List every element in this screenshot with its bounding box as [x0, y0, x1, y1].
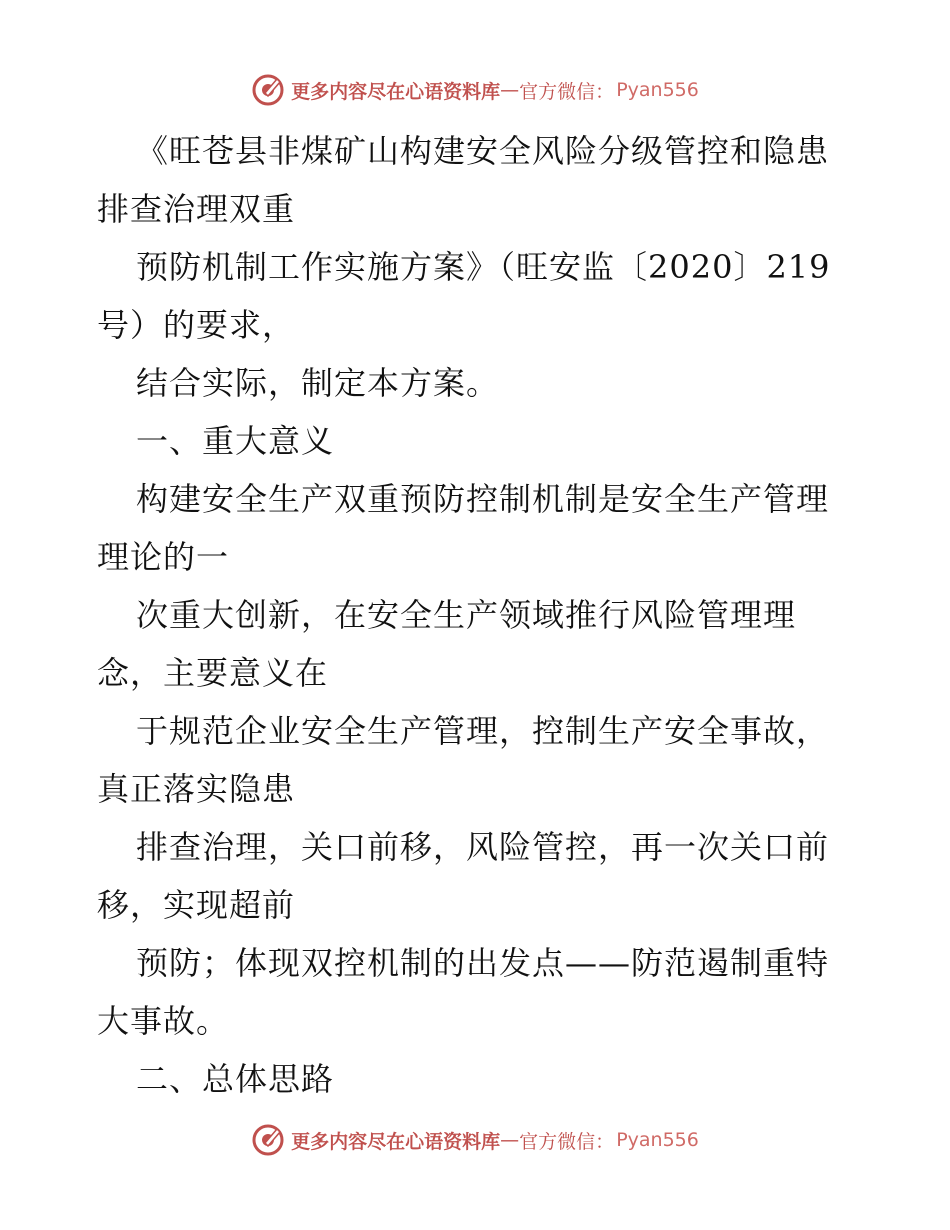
- watermark-wechat-id: Pyan556: [616, 1129, 699, 1151]
- text-line: 念，主要意义在: [97, 654, 329, 692]
- text-line: 理论的一: [97, 538, 230, 576]
- text-line: 《旺苍县非煤矿山构建安全风险分级管控和隐患: [136, 132, 830, 170]
- text-line: 一、重大意义: [136, 422, 335, 460]
- watermark-brand-text: 更多内容尽在心语资料库: [291, 1130, 501, 1153]
- text-line: 大事故。: [97, 1002, 230, 1040]
- watermark-label: 官方微信：: [519, 80, 615, 103]
- text-line: 排查治理，关口前移，风险管控，再一次关口前: [136, 828, 830, 866]
- text-line: 预防机制工作实施方案》（旺安监〔2020〕219: [136, 248, 831, 286]
- brand-logo-icon: [251, 73, 285, 107]
- text-line: 构建安全生产双重预防控制机制是安全生产管理: [136, 480, 830, 518]
- text-line: 排查治理双重: [97, 190, 296, 228]
- text-line: 次重大创新，在安全生产领域推行风险管理理: [136, 596, 797, 634]
- text-line: 真正落实隐患: [97, 770, 296, 808]
- watermark-separator: —: [500, 79, 520, 101]
- brand-logo-icon: [251, 1123, 285, 1157]
- watermark-wechat-id: Pyan556: [616, 79, 699, 101]
- text-line: 结合实际，制定本方案。: [136, 364, 500, 402]
- watermark-brand-text: 更多内容尽在心语资料库: [291, 80, 501, 103]
- text-line: 预防；体现双控机制的出发点——防范遏制重特: [136, 944, 830, 982]
- text-line: 于规范企业安全生产管理，控制生产安全事故，: [136, 712, 830, 750]
- watermark-header: [0, 70, 950, 110]
- document-body: [97, 122, 857, 1108]
- watermark-label: 官方微信：: [519, 1130, 615, 1153]
- text-line: 移，实现超前: [97, 886, 296, 924]
- text-line: 号）的要求，: [97, 306, 296, 344]
- watermark-footer: [0, 1120, 950, 1160]
- text-line: 二、总体思路: [136, 1060, 335, 1098]
- watermark-separator: —: [500, 1129, 520, 1151]
